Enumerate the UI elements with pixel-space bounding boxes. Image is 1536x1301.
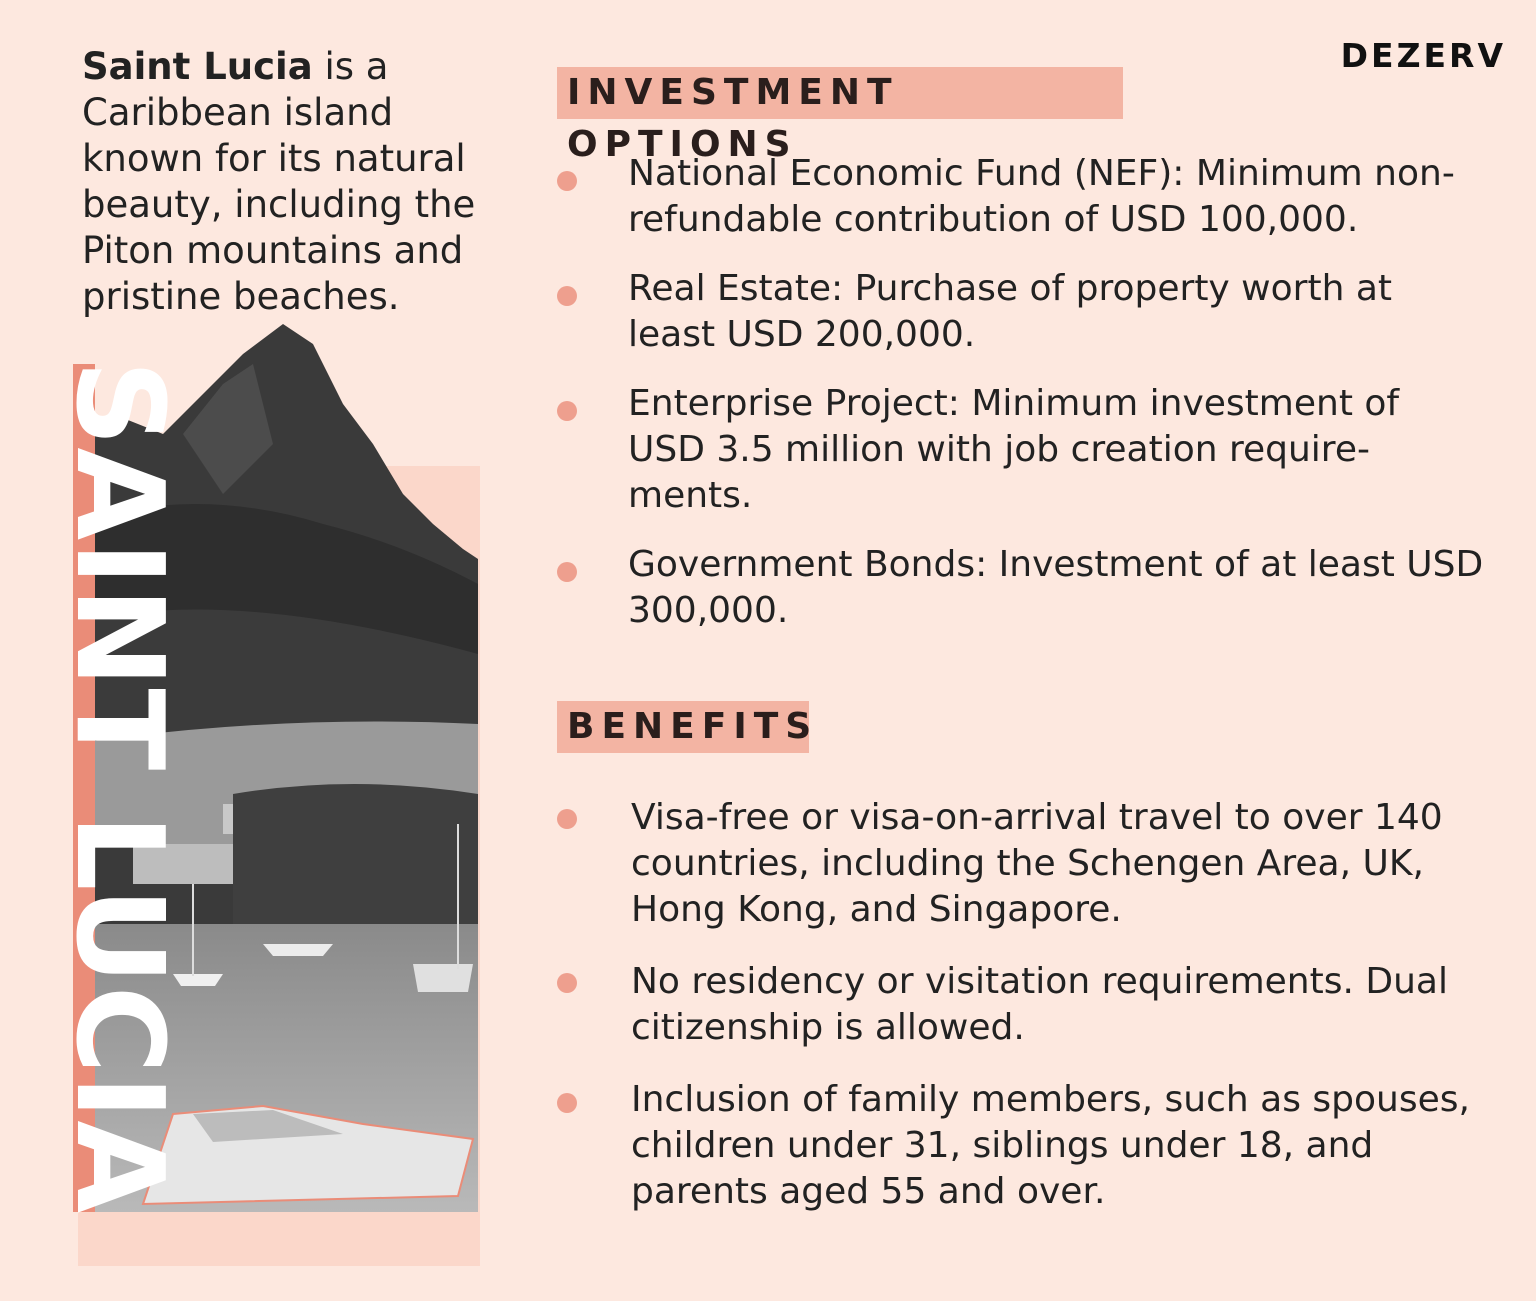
bullet-icon: [557, 286, 577, 306]
list-item: [557, 151, 1487, 243]
bullet-icon: [557, 809, 577, 829]
benefits-list: [557, 795, 1487, 1241]
list-item-text: Visa-free or visa-on-arrival travel to over 140 countries, including the Schengen Area, UK, Hong Kong, and Singapore.: [631, 797, 1443, 930]
list-item-text: No residency or visitation requirements. Dual citizenship is allowed.: [631, 961, 1448, 1048]
intro-paragraph: [82, 44, 512, 320]
intro-title: Saint Lucia: [82, 45, 313, 88]
list-item-text: Enterprise Project: Minimum investment of USD 3.5 million with job creation require-ments.: [628, 383, 1400, 516]
bullet-icon: [557, 1093, 577, 1113]
list-item-text: Real Estate: Purchase of property worth at least USD 200,000.: [628, 268, 1392, 355]
list-item-text: National Economic Fund (NEF): Minimum non-refundable contribution of USD 100,000.: [628, 153, 1455, 240]
list-item: [557, 266, 1487, 358]
bullet-icon: [557, 171, 577, 191]
list-item-text: Government Bonds: Investment of at least USD 300,000.: [628, 544, 1484, 631]
intro-text: is a Caribbean island known for its natural beauty, including the Piton mountains and pristine beaches.: [82, 45, 476, 318]
list-item: [557, 795, 1487, 933]
list-item: [557, 959, 1487, 1051]
list-item: [557, 381, 1487, 519]
list-item: [557, 542, 1487, 634]
investment-options-list: [557, 151, 1487, 657]
bullet-icon: [557, 973, 577, 993]
list-item: [557, 1077, 1487, 1215]
bullet-icon: [557, 401, 577, 421]
brand-logo: DEZERV: [1340, 36, 1506, 75]
list-item-text: Inclusion of family members, such as spouses, children under 31, siblings under 18, and parents aged 55 and over.: [631, 1079, 1470, 1212]
investment-options-heading: INVESTMENT OPTIONS: [557, 67, 1123, 119]
benefits-heading: BENEFITS: [557, 701, 809, 753]
bullet-icon: [557, 562, 577, 582]
vertical-island-label: SAINT LUCIA: [49, 360, 188, 1215]
